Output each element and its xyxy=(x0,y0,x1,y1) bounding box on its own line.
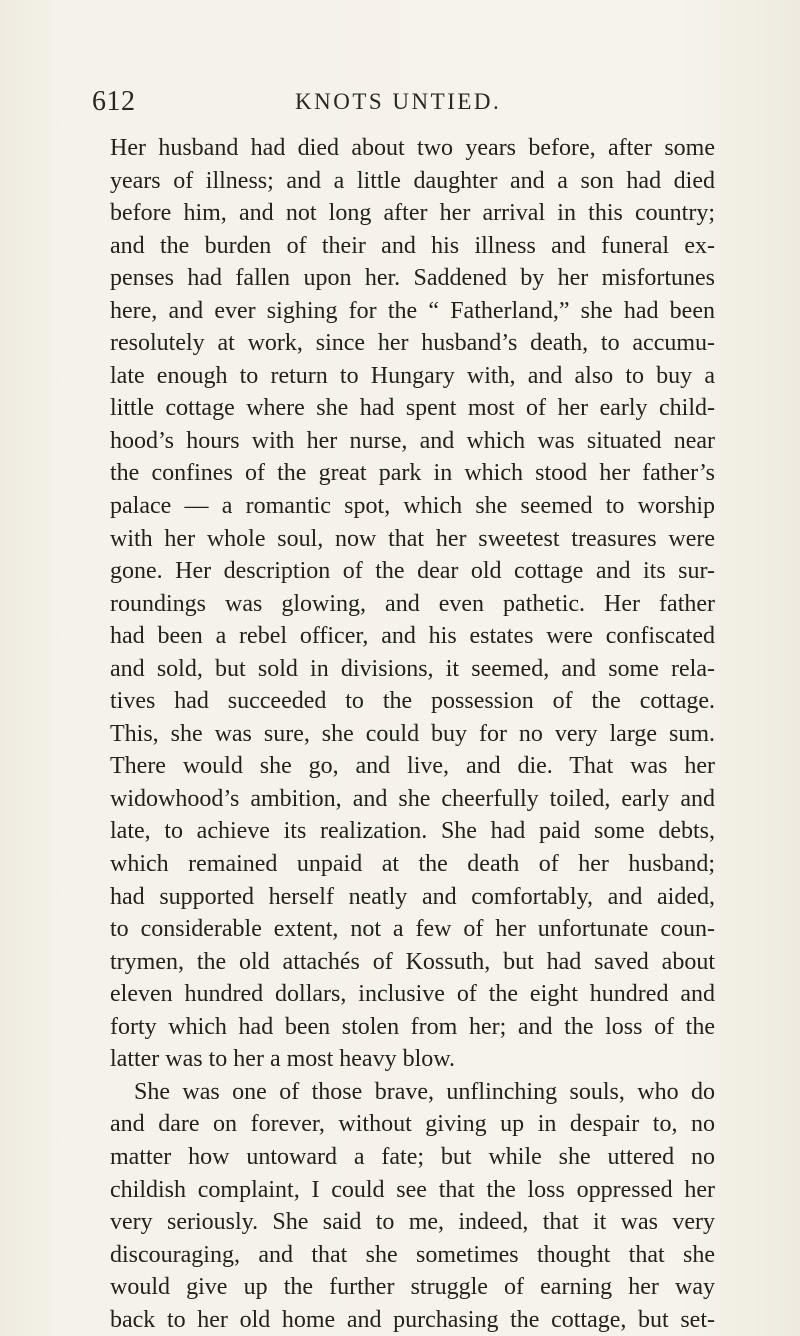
paragraph xyxy=(110,132,715,1076)
text-line: She was one of those brave, unflinching souls, who do xyxy=(134,1078,715,1105)
text-line: years of illness; and a little daughter and a son had died xyxy=(110,167,715,194)
text-line: tives had succeeded to the possession of the cottage. xyxy=(110,688,715,715)
text-line: with her whole soul, now that her sweetest treasures were xyxy=(110,525,715,552)
text-line: very seriously. She said to me, indeed, that it was very xyxy=(110,1209,715,1236)
text-line: little cottage where she had spent most of her early child- xyxy=(110,395,715,422)
text-line: eleven hundred dollars, inclusive of the eight hundred and xyxy=(110,981,715,1008)
text-line: roundings was glowing, and even pathetic. Her father xyxy=(110,590,715,617)
paragraph xyxy=(110,1076,715,1336)
text-line: and sold, but sold in divisions, it seemed, and some rela- xyxy=(110,655,715,682)
page-number: 612 xyxy=(92,86,136,117)
text-line: which remained unpaid at the death of her husband; xyxy=(110,851,715,878)
text-line: had supported herself neatly and comfortably, and aided, xyxy=(110,883,715,910)
text-line: to considerable extent, not a few of her unfortunate coun- xyxy=(110,916,715,943)
body-text xyxy=(110,132,715,1336)
text-line: the confines of the great park in which stood her father’s xyxy=(110,460,715,487)
text-line: back to her old home and purchasing the cottage, but set- xyxy=(110,1306,715,1333)
text-line: discouraging, and that she sometimes thought that she xyxy=(110,1241,715,1268)
text-line: and the burden of their and his illness and funeral ex- xyxy=(110,232,715,259)
text-line: Her husband had died about two years before, after some xyxy=(110,135,715,161)
text-line: forty which had been stolen from her; and the loss of the xyxy=(110,1013,715,1040)
text-line: gone. Her description of the dear old cottage and its sur- xyxy=(110,558,715,585)
text-line: trymen, the old attachés of Kossuth, but had saved about xyxy=(110,948,715,975)
text-line: latter was to her a most heavy blow. xyxy=(110,1046,456,1073)
text-line: There would she go, and live, and die. That was her xyxy=(110,753,715,780)
text-line: childish complaint, I could see that the loss oppressed her xyxy=(110,1176,715,1203)
text-line: late enough to return to Hungary with, and also to buy a xyxy=(110,362,715,389)
text-line: matter how untoward a fate; but while she uttered no xyxy=(110,1143,715,1170)
text-line: hood’s hours with her nurse, and which was situated near xyxy=(110,427,715,454)
text-line: late, to achieve its realization. She had paid some debts, xyxy=(110,818,715,845)
running-head xyxy=(0,82,800,122)
text-line: This, she was sure, she could buy for no very large sum. xyxy=(110,720,715,747)
text-line: before him, and not long after her arrival in this country; xyxy=(110,200,715,227)
text-line: here, and ever sighing for the “ Fatherland,” she had been xyxy=(110,297,715,324)
text-line: would give up the further struggle of earning her way xyxy=(110,1274,715,1301)
text-line: resolutely at work, since her husband’s death, to accumu- xyxy=(110,330,715,357)
text-line: widowhood’s ambition, and she cheerfully toiled, early and xyxy=(110,785,715,812)
text-line: penses had fallen upon her. Saddened by her misfortunes xyxy=(110,265,715,292)
text-line: palace — a romantic spot, which she seemed to worship xyxy=(110,493,715,520)
text-line: and dare on forever, without giving up in despair to, no xyxy=(110,1111,715,1138)
text-line: had been a rebel officer, and his estates were confiscated xyxy=(110,623,715,650)
running-title: KNOTS UNTIED. xyxy=(295,89,502,114)
